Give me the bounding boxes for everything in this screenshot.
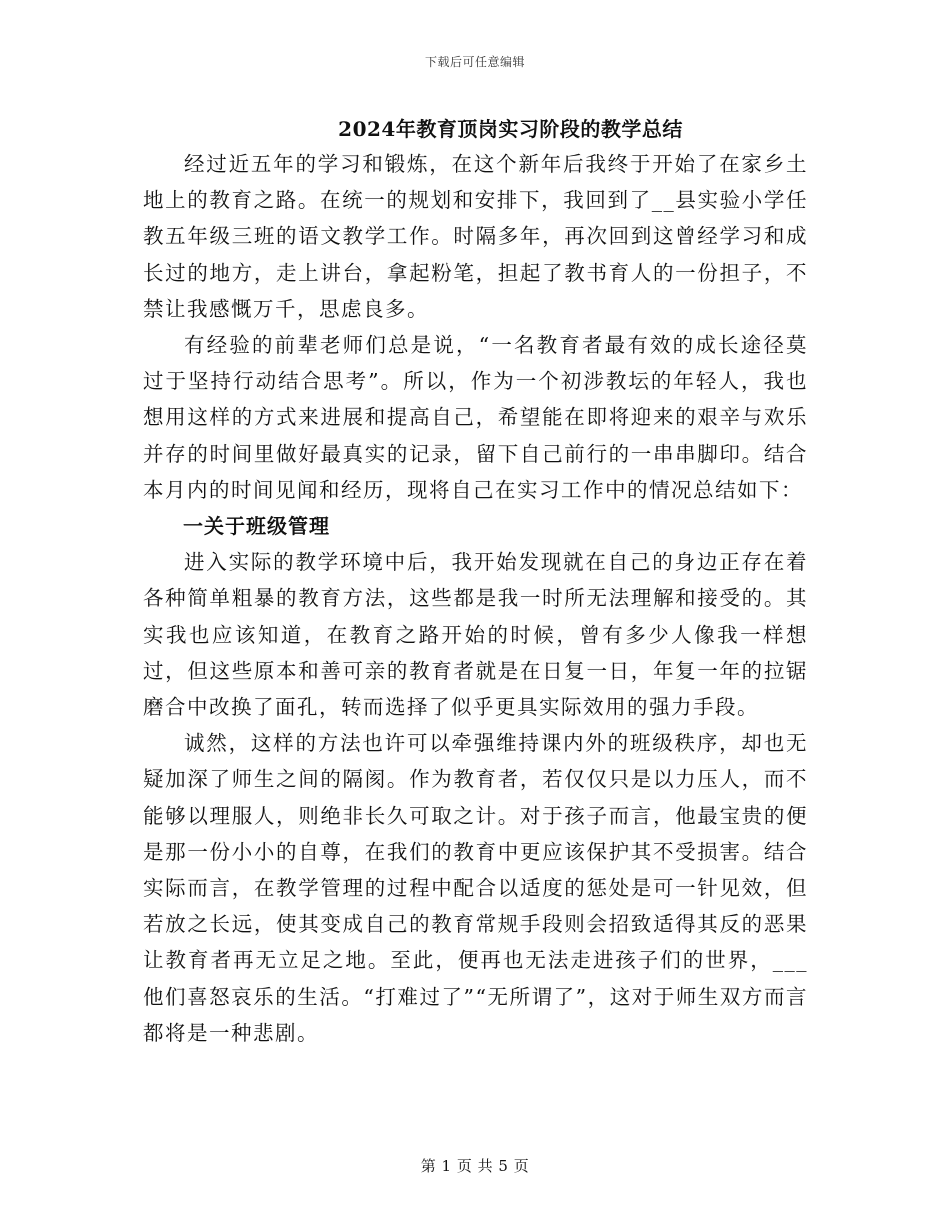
document-title: 2024年教育顶岗实习阶段的教学总结	[338, 117, 683, 141]
section-heading-class-management: 一关于班级管理	[183, 514, 330, 539]
page-number-footer: 第 1 页 共 5 页	[420, 1157, 530, 1175]
document-body	[143, 112, 808, 1051]
paragraph-intro: 经过近五年的学习和锻炼，在这个新年后我终于开始了在家乡土地上的教育之路。在统一的规划和安排下，我回到了__县实验小学任教五年级三班的语文教学工作。时隔多年，再次回到这曾经学习和成长过的地方，走上讲台，拿起粉笔，担起了教书育人的一份担子，不禁让我感慨万千，思虑良多。	[143, 152, 808, 321]
paragraph-teaching-methods: 进入实际的教学环境中后，我开始发现就在自己的身边正存在着各种简单粗暴的教育方法，这些都是我一时所无法理解和接受的。其实我也应该知道，在教育之路开始的时候，曾有多少人像我一样想过，但这些原本和善可亲的教育者就是在日复一日，年复一年的拉锯磨合中改换了面孔，转而选择了似乎更具实际效用的强力手段。	[143, 550, 808, 720]
header-note: 下载后可任意编辑	[424, 55, 525, 69]
paragraph-reflection: 诚然，这样的方法也许可以牵强维持课内外的班级秩序，却也无疑加深了师生之间的隔阂。作为教育者，若仅仅只是以力压人，而不能够以理服人，则绝非长久可取之计。对于孩子而言，他最宝贵的便是那一份小小的自尊，在我们的教育中更应该保护其不受损害。结合实际而言，在教学管理的过程中配合以适度的惩处是可一针见效，但若放之长远，使其变成自己的教育常规手段则会招致适得其反的恶果让教育者再无立足之地。至此，便再也无法走进孩子们的世界，___他们喜怒哀乐的生活。“打难过了”“无所谓了”，这对于师生双方而言都将是一种悲剧。	[143, 731, 808, 1045]
paragraph-approach: 有经验的前辈老师们总是说，“一名教育者最有效的成长途径莫过于坚持行动结合思考”。所以，作为一个初涉教坛的年轻人，我也想用这样的方式来进展和提高自己，希望能在即将迎来的艰辛与欢乐并存的时间里做好最真实的记录，留下自己前行的一串串脚印。结合本月内的时间见闻和经历，现将自己在实习工作中的情况总结如下：	[143, 333, 808, 502]
